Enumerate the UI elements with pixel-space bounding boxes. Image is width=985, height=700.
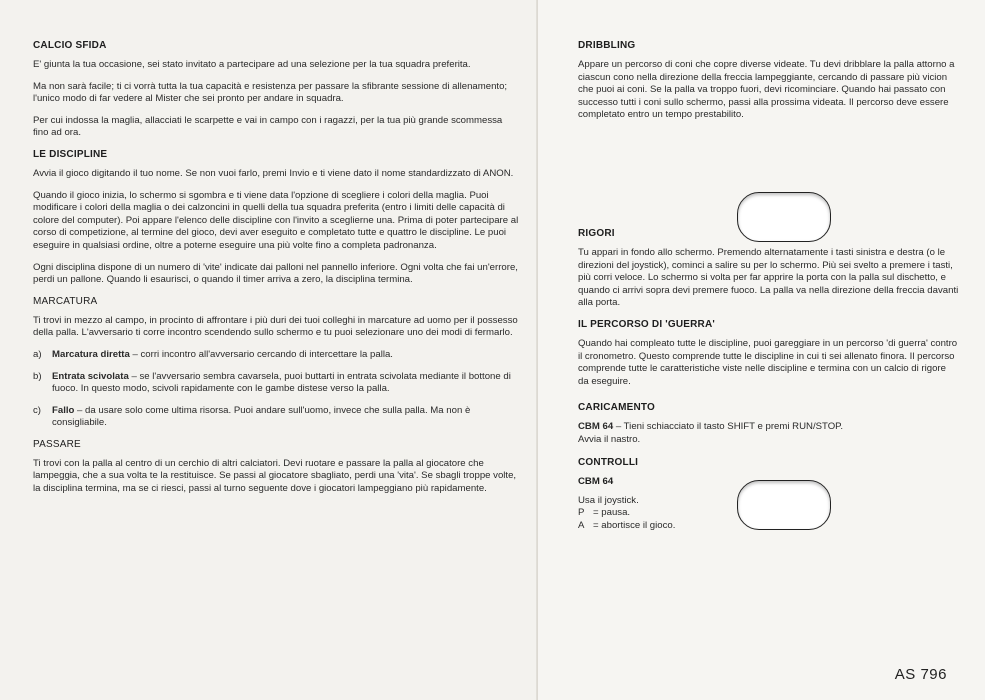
section-caricamento — [578, 402, 959, 446]
right-page — [538, 0, 985, 700]
list-item-fallo — [33, 405, 520, 430]
heading-caricamento: CARICAMENTO — [578, 402, 656, 414]
term: Marcatura diretta — [52, 348, 130, 360]
section-calcio-sfida — [33, 40, 520, 140]
section-dribbling — [578, 40, 959, 122]
paragraph: Usa il joystick. — [578, 494, 639, 506]
heading-rigori: RIGORI — [578, 227, 615, 239]
definition: – corri incontro all'avversario cercando di intercettare la palla. — [129, 348, 393, 360]
paragraph: Ogni disciplina dispone di un numero di 'vite' indicate dai palloni nel pannello inferiore. Ogni volta che fai un'errore, perdi un pallone. Quando li esaurisci, o quando il timer arriva a zero, la disciplina termina. — [33, 261, 518, 286]
definition: – da usare solo come ultima risorsa. Puoi andare sull'uomo, invece che sulla palla. Ma non è consigliabile. — [52, 404, 471, 429]
heading-controlli: CONTROLLI — [578, 456, 639, 468]
list-label: a) — [33, 348, 42, 360]
cassette-slot-top — [737, 192, 831, 242]
list-item-entrata-scivolata — [33, 371, 520, 396]
paragraph: Quando hai compleato tutte le discipline, puoi gareggiare in un percorso 'di guerra' contro il cronometro. Questo comprende tutte le discipline in cui ti sei allenato finora. Il percorso comprende tutte le caratteristiche viste nelle discipline e termina con un calcio di rigore da eseguire. — [578, 337, 958, 387]
machine-name: CBM 64 — [578, 421, 614, 433]
list-label: c) — [33, 404, 41, 416]
heading-marcatura: MARCATURA — [33, 295, 98, 307]
key-label: A — [578, 519, 585, 531]
section-percorso-guerra — [578, 319, 959, 388]
paragraph: Per cui indossa la maglia, allacciati le scarpette e vai in campo con i ragazzi, per la tua più grande scommessa fino ad ora. — [33, 114, 503, 139]
paragraph — [578, 421, 959, 434]
paragraph: Ti trovi con la palla al centro di un cerchio di altri calciatori. Devi ruotare e passare la palla al giocatore che lampeggia, che a sua volta te la restituisce. Se passi al giocatore sbagliato, perdi una 'vita'. Se sbagli troppe volte, la disciplina termina, ma se ci riesci, passi al turno seguente dove i giocatori lampeggiano più rapidamente. — [33, 457, 517, 495]
key-action: = pausa. — [593, 507, 631, 519]
cassette-slot-bottom — [737, 480, 831, 530]
heading-calcio-sfida: CALCIO SFIDA — [33, 40, 107, 51]
paragraph: Tu appari in fondo allo schermo. Premendo alternatamente i tasti sinistra e destra (o le direzioni del joystick), cominci a salire su per lo schermo. Più sei svelto a premere i tasti, più corri veloce. Lo schermo si volta per far apprire la porta con la palla sul dischetto, e quando ci arrivi sopra devi premere fuoco. La palla va nella direzione della freccia davanti alla porta. — [578, 246, 959, 309]
product-code: AS 796 — [894, 666, 947, 683]
term: Fallo — [52, 404, 75, 416]
list-item-marcatura-diretta — [33, 349, 520, 362]
key-action: = abortisce il gioco. — [593, 519, 676, 531]
heading-dribbling: DRIBBLING — [578, 40, 636, 51]
heading-passare: PASSARE — [33, 438, 81, 450]
machine-name: CBM 64 — [578, 475, 614, 487]
heading-le-discipline: LE DISCIPLINE — [33, 148, 108, 160]
key-label: P — [578, 507, 585, 519]
heading-percorso-guerra: IL PERCORSO DI 'GUERRA' — [578, 318, 715, 330]
section-le-discipline — [33, 149, 520, 287]
list-label: b) — [33, 370, 42, 382]
paragraph: Avvia il gioco digitando il tuo nome. Se non vuoi farlo, premi Invio e ti viene dato il nome standardizzato di ANON. — [33, 167, 514, 179]
paragraph: Quando il gioco inizia, lo schermo si sgombra e ti viene data l'opzione di scegliere i colori della maglia. Puoi modificare i colori della maglia o dei calzoncini in quelli della tua squadra preferita (entro i limiti delle capacità di colore del computer). Poi appare l'elenco delle discipline con l'invito a sceglierne una. Prima di poter partecipare al corso di competizione, al termine del gioco, devi aver eseguito e completato tutte e quattro le discipline. Le puoi eseguire in qualsiasi ordine, oltre a poterne eseguire una più volte fino a completa padronanza. — [33, 189, 519, 251]
section-passare — [33, 439, 520, 496]
section-marcatura — [33, 296, 520, 430]
loading-instruction: – Tieni schiacciato il tasto SHIFT e premi RUN/STOP. — [613, 421, 843, 433]
paragraph: E' giunta la tua occasione, sei stato invitato a partecipare ad una selezione per la tua squadra preferita. — [33, 59, 471, 70]
paragraph: Ti trovi in mezzo al campo, in procinto di affrontare i più duri dei tuoi colleghi in marcature ad uomo per il possesso della palla. L'avversario ti corre incontro scendendo sullo schermo e tu puoi selezionare uno dei modi di fermarlo. — [33, 314, 518, 339]
paragraph: Appare un percorso di coni che copre diverse videate. Tu devi dribblare la palla attorno a ciascun cono nella direzione della freccia lampeggiante, cercando di passare più vicion che puoi ai coni. Se la palla va troppo fuori, devi ricominciare. Quando hai passato con successo tutti i coni sullo schermo, passi alla prossima videata. Il percorso deve essere completato entro un tempo prestabilito. — [578, 59, 955, 121]
definition: – se l'avversario sembra cavarsela, puoi buttarti in entrata scivolata mediante il bottone di fuoco. In questo modo, scivoli rapidamente con le gambe distese verso la palla. — [52, 370, 511, 395]
paragraph: Ma non sarà facile; ti ci vorrà tutta la tua capacità e resistenza per passare la sfibrante sessione di allenamento; l'unico modo di far vedere al Mister che sei pronto per andare in squadra. — [33, 80, 508, 105]
paragraph: Avvia il nastro. — [578, 433, 641, 445]
term: Entrata scivolata — [52, 370, 129, 382]
